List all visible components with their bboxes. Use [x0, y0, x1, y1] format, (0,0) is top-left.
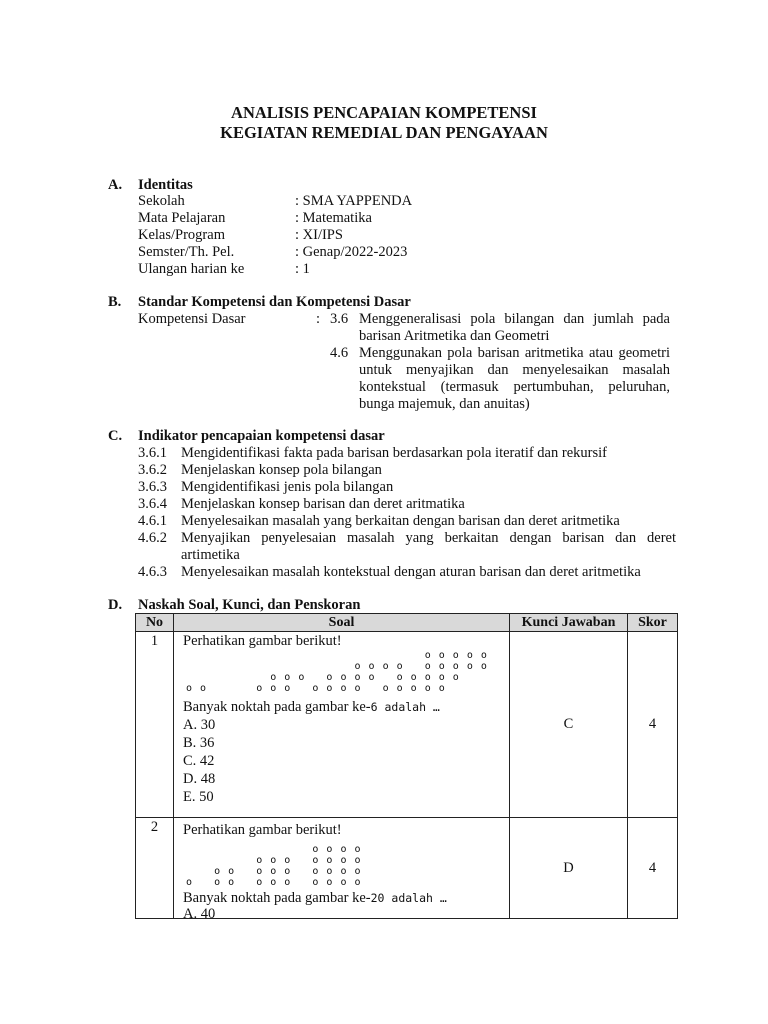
indicator-text: Mengidentifikasi fakta pada barisan berdasarkan pola iteratif dan rekursif	[181, 445, 607, 461]
dot-pattern-figure: o o o o o o o o o o o o o o o o o o o o o o o o o o o o o o o o o o o o o o o o	[186, 650, 488, 694]
header-skor: Skor	[628, 614, 678, 632]
question-number: 1	[136, 632, 174, 818]
section-a-label: A.	[108, 177, 123, 193]
indicator-text: Menjelaskan konsep pola bilangan	[181, 462, 382, 478]
question-cell	[174, 632, 510, 818]
section-c-heading: Indikator pencapaian kompetensi dasar	[138, 428, 385, 444]
question-table	[135, 613, 678, 922]
question-number: 2	[136, 818, 174, 919]
option-a: A. 30	[183, 717, 216, 733]
section-c-label: C.	[108, 428, 123, 444]
header-no: No	[136, 614, 174, 632]
table-row	[136, 818, 678, 919]
section-d-label: D.	[108, 597, 123, 613]
indicator-text: Menyajikan penyelesaian masalah yang berkaitan dengan barisan dan deret artimetika	[181, 530, 676, 563]
indicator-number: 4.6.3	[138, 564, 167, 580]
indicator-number: 4.6.2	[138, 530, 167, 546]
identity-value: : SMA YAPPENDA	[295, 193, 413, 209]
indicator-number: 3.6.2	[138, 462, 167, 478]
header-soal: Soal	[174, 614, 510, 632]
kd-text: Menggeneralisasi pola bilangan dan jumlah pada barisan Aritmetika dan Geometri	[359, 311, 670, 344]
question-text: Banyak noktah pada gambar ke-6 adalah …	[183, 699, 440, 715]
question-prompt: Perhatikan gambar berikut!	[183, 633, 342, 649]
question-text: Banyak noktah pada gambar ke-20 adalah …	[183, 890, 447, 906]
section-d-heading: Naskah Soal, Kunci, dan Penskoran	[138, 597, 361, 613]
section-b-label: B.	[108, 294, 122, 310]
option-a: A. 40	[183, 906, 216, 922]
section-a-heading: Identitas	[138, 177, 193, 193]
option-b: B. 36	[183, 735, 215, 751]
indicator-text: Mengidentifikasi jenis pola bilangan	[181, 479, 394, 495]
table-row	[136, 632, 678, 818]
answer-key: C	[510, 632, 628, 818]
kd-number: 4.6	[330, 345, 349, 361]
question-prompt: Perhatikan gambar berikut!	[183, 822, 342, 838]
indicator-text: Menyelesaikan masalah kontekstual dengan aturan barisan dan deret aritmetika	[181, 564, 641, 580]
identity-value: : Matematika	[295, 210, 372, 226]
document-title-line2: KEGIATAN REMEDIAL DAN PENGAYAAN	[220, 123, 548, 142]
identity-key: Mata Pelajaran	[138, 210, 226, 226]
identity-key: Sekolah	[138, 193, 185, 209]
identity-value: : 1	[295, 261, 310, 277]
indicator-number: 4.6.1	[138, 513, 167, 529]
document-title-line1: ANALISIS PENCAPAIAN KOMPETENSI	[231, 103, 537, 122]
table-header-row	[136, 614, 678, 632]
header-kunci: Kunci Jawaban	[510, 614, 628, 632]
dot-pattern-figure: o o o o o o o o o o o o o o o o o o o o o o o o o o o o o o	[186, 844, 362, 888]
identity-key: Semster/Th. Pel.	[138, 244, 235, 260]
indicator-number: 3.6.3	[138, 479, 167, 495]
identity-key: Ulangan harian ke	[138, 261, 245, 277]
question-cell	[174, 818, 510, 922]
indicator-text: Menyelesaikan masalah yang berkaitan dengan barisan dan deret aritmetika	[181, 513, 620, 529]
kd-number: 3.6	[330, 311, 349, 327]
option-c: C. 42	[183, 753, 215, 769]
answer-key: D	[510, 818, 628, 919]
option-e: E. 50	[183, 789, 214, 805]
indicator-number: 3.6.1	[138, 445, 167, 461]
kd-colon: :	[316, 311, 321, 327]
indicator-number: 3.6.4	[138, 496, 167, 512]
score: 4	[628, 632, 678, 818]
indicator-text: Menjelaskan konsep barisan dan deret aritmatika	[181, 496, 465, 512]
identity-value: : Genap/2022-2023	[295, 244, 408, 260]
option-d: D. 48	[183, 771, 216, 787]
score: 4	[628, 818, 678, 919]
identity-key: Kelas/Program	[138, 227, 225, 243]
identity-value: : XI/IPS	[295, 227, 343, 243]
kd-label: Kompetensi Dasar	[138, 311, 246, 327]
kd-text: Menggunakan pola barisan aritmetika atau geometri untuk menyajikan dan menyelesaikan masalah kontekstual (termasuk pertumbuhan, peluruhan, bunga majemuk, dan anuitas)	[359, 345, 670, 412]
section-b-heading: Standar Kompetensi dan Kompetensi Dasar	[138, 294, 411, 310]
